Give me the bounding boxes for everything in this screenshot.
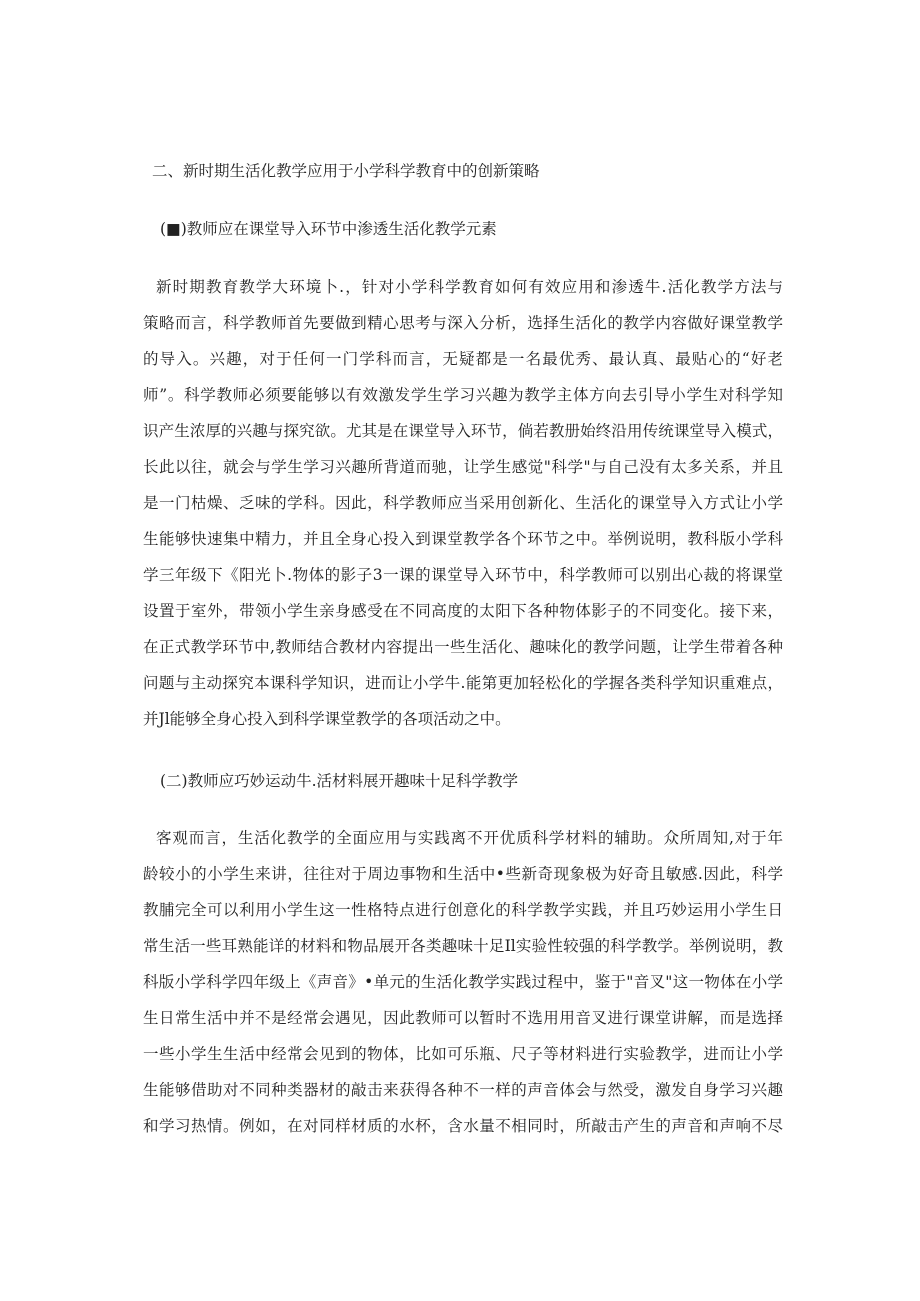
paragraph-line: 师”。科学教师必须要能够以有效激发学生学习兴趣为教学主体方向去引导小学生对科学知 [143, 386, 783, 404]
subsection-2-paragraph [143, 820, 783, 1144]
paragraph-line: 生日常生活中并不是经常会遇见，因此教师可以暂时不选用用音叉进行课堂讲解，而是选择 [143, 1009, 783, 1027]
paragraph-line: 设置于室外，带领小学生亲身感受在不同高度的太阳下各种物体影子的不同变化。接下来， [143, 602, 783, 620]
subsection-1-paragraph [143, 269, 783, 737]
paragraph-line: 龄较小的小学生来讲，往往对于周边事物和生活中•些新奇现象极为好奇且敏感.因此，科学 [143, 865, 783, 883]
paragraph-line: 教脯完全可以利用小学生这一性格特点进行创意化的科学教学实践，并且巧妙运用小学生日 [143, 901, 783, 919]
paragraph-line: 长此以往，就会与学生学习兴趣所背道而驰，让学生感觉"科学"与自己没有太多关系，并且 [143, 458, 783, 476]
paragraph-line: 识产生浓厚的兴趣与探究欲。尤其是在课堂导入环节，倘若教册始终沿用传统课堂导入模式， [143, 422, 783, 440]
paragraph-line: 科版小学科学四年级上《声音》•单元的生活化教学实践过程中，鉴于"音叉"这一物体在小学 [143, 973, 783, 991]
paragraph-line: 新时期教育教学大环境卜.，针对小学科学教育如何有效应用和渗透牛.活化教学方法与 [156, 278, 783, 296]
paragraph-line: 生能够快速集中精力，并且全身心投入到课堂教学各个环节之中。举例说明，教科版小学科 [143, 530, 783, 548]
paragraph-line: 客观而言，生活化教学的全面应用与实践离不开优质科学材料的辅助。众所周知,对于年 [156, 829, 783, 847]
paragraph-line: 策略而言，科学教师首先要做到精心思考与深入分析，选择生活化的教学内容做好课堂教学 [143, 314, 783, 332]
subsection-2-title: (二)教师应巧妙运动牛.活材料展开趣味十足科学教学 [160, 772, 519, 790]
paragraph-line: 在正式教学环节中,教师结合教材内容提出一些生活化、趣味化的教学问题，让学生带着各种 [143, 638, 783, 656]
section-title: 二、新时期生活化教学应用于小学科学教育中的创新策略 [152, 162, 540, 180]
paragraph-line: 问题与主动探究本课科学知识，进而让小学牛.能第更加轻松化的学握各类科学知识重难点， [143, 674, 783, 692]
paragraph-line: 常生活一些耳熟能详的材料和物品展开各类趣味十足Il实验性较强的科学教学。举例说明，教 [143, 937, 783, 955]
paragraph-line: 的导入。兴趣，对于任何一门学科而言，无疑都是一名最优秀、最认真、最贴心的“好老 [143, 350, 783, 368]
paragraph-line: 生能够借助对不同种类器材的敲击来获得各种不一样的声音体会与然受，激发自身学习兴趣 [143, 1081, 783, 1099]
paragraph-line: 学三年级下《阳光卜.物体的影子3一课的课堂导入环节中，科学教师可以别出心裁的将课堂 [143, 566, 783, 584]
paragraph-line: 并Jl能够全身心投入到科学课堂教学的各项活动之中。 [143, 710, 511, 728]
paragraph-line: 和学习热情。例如，在对同样材质的水杯，含水量不相同时，所敲击产生的声音和声响不尽 [143, 1117, 783, 1135]
subsection-1-title: (■)教师应在课堂导入环节中渗透生活化教学元素 [160, 220, 497, 238]
paragraph-line: 是一门枯燥、乏味的学科。因此，科学教师应当采用创新化、生活化的课堂导入方式让小学 [143, 494, 783, 512]
paragraph-line: 一些小学生生活中经常会见到的物体，比如可乐瓶、尺子等材料进行实验教学，进而让小学 [143, 1045, 783, 1063]
